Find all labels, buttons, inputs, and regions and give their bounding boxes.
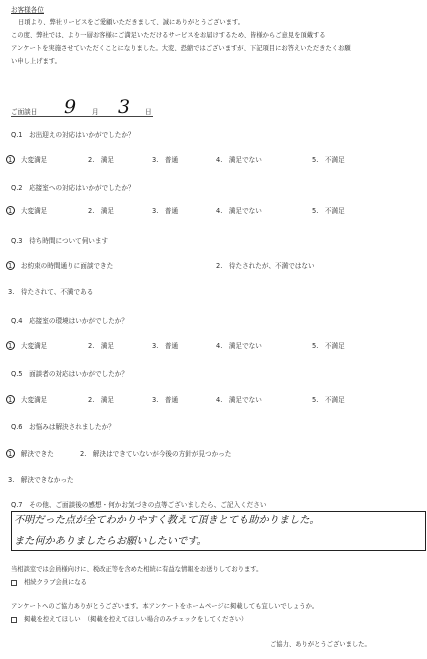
q2-option-3[interactable]: 3. 普通: [152, 207, 179, 215]
q2-option-2[interactable]: 2. 満足: [88, 207, 115, 215]
q3-question: Q.3 待ち時間について伺います: [11, 237, 109, 245]
publish-checkbox-label: 掲載を控えてほしい （掲載を控えてほしい場合のみチェックをしてください）: [24, 616, 248, 623]
closing-text: ご協力、ありがとうございました。: [270, 641, 371, 648]
publish-text: アンケートへのご協力ありがとうございます。本アンケートをホームページに掲載しても宜しいでしょうか。: [11, 603, 319, 610]
club-text: 当相談室では会員様向けに、税改正等を含めた相続に有益な情報をお送りしております。: [11, 566, 263, 573]
visit-day-value: 3: [118, 96, 131, 118]
q1-option-2[interactable]: 2. 満足: [88, 156, 115, 164]
intro-line-4: い申し上げます。: [11, 58, 61, 65]
q1-option-1[interactable]: 1. 大変満足: [8, 156, 48, 164]
q4-option-1[interactable]: 1. 大変満足: [8, 342, 48, 350]
q2-option-4[interactable]: 4. 満足でない: [216, 207, 262, 215]
q5-option-4[interactable]: 4. 満足でない: [216, 396, 262, 404]
q6-option-1[interactable]: 1. 解決できた: [8, 450, 54, 458]
q1-option-5[interactable]: 5. 不満足: [312, 156, 345, 164]
intro-line-3: アンケートを実施させていただくことになりました。大変、恐縮ではございますが、下記項目にお答えいただきたくお願: [11, 45, 351, 52]
intro-line-1: 日頃より、弊社リービスをご愛顧いただきまして、誠にありがとうございます。: [18, 19, 245, 26]
visit-date-label: ご面談日: [11, 108, 38, 116]
q3-option-1[interactable]: 1. お約束の時間通りに面談できた: [8, 262, 114, 270]
q3-option-2[interactable]: 2. 待たされたが、不満ではない: [216, 262, 315, 270]
q1-option-4[interactable]: 4. 満足でない: [216, 156, 262, 164]
visit-month-value: 9: [64, 96, 77, 118]
q7-question: Q.7 その他、ご面談後の感想・何かお気づきの点等ございましたら、ご記入ください: [11, 501, 267, 509]
q4-option-3[interactable]: 3. 普通: [152, 342, 179, 350]
club-checkbox[interactable]: [11, 580, 17, 586]
intro-line-2: この度、弊社では、より一層お客様にご満足いただけるサービスをお届けするため、皆様からご意見を頂戴する: [11, 32, 326, 39]
q1-option-3[interactable]: 3. 普通: [152, 156, 179, 164]
q3-option-3[interactable]: 3. 待たされて、不満である: [8, 288, 94, 296]
q4-question: Q.4 応接室の環境はいかがでしたか？: [11, 317, 128, 325]
visit-month-unit: 月: [92, 108, 99, 116]
q5-question: Q.5 面談者の対応はいかがでしたか？: [11, 370, 128, 378]
q4-option-4[interactable]: 4. 満足でない: [216, 342, 262, 350]
q6-option-2[interactable]: 2. 解決はできていないが今後の方針が見つかった: [80, 450, 232, 458]
visit-date-underline: [11, 116, 153, 117]
q5-option-5[interactable]: 5. 不満足: [312, 396, 345, 404]
q5-option-3[interactable]: 3. 普通: [152, 396, 179, 404]
q4-option-5[interactable]: 5. 不満足: [312, 342, 345, 350]
q2-question: Q.2 応接室への対応はいかがでしたか？: [11, 184, 135, 192]
q7-answer-line-1: 不明だった点が全てわかりやすく教えて頂きとても助かりました。: [14, 515, 320, 526]
q2-option-1[interactable]: 1. 大変満足: [8, 207, 48, 215]
salutation: お客様各位: [11, 6, 44, 14]
q6-question: Q.6 お悩みは解決されましたか？: [11, 423, 115, 431]
q7-answer-line-2: また何かありましたらお願いしたいです。: [14, 536, 207, 547]
q5-option-2[interactable]: 2. 満足: [88, 396, 115, 404]
q2-option-5[interactable]: 5. 不満足: [312, 207, 345, 215]
q1-question: Q.1 お出迎えの対応はいかがでしたか？: [11, 131, 135, 139]
q5-option-1[interactable]: 1. 大変満足: [8, 396, 48, 404]
publish-checkbox[interactable]: [11, 617, 17, 623]
visit-day-unit: 日: [145, 108, 152, 116]
q6-option-3[interactable]: 3. 解決できなかった: [8, 476, 74, 484]
q4-option-2[interactable]: 2. 満足: [88, 342, 115, 350]
club-checkbox-label: 相続クラブ会員になる: [24, 579, 87, 586]
